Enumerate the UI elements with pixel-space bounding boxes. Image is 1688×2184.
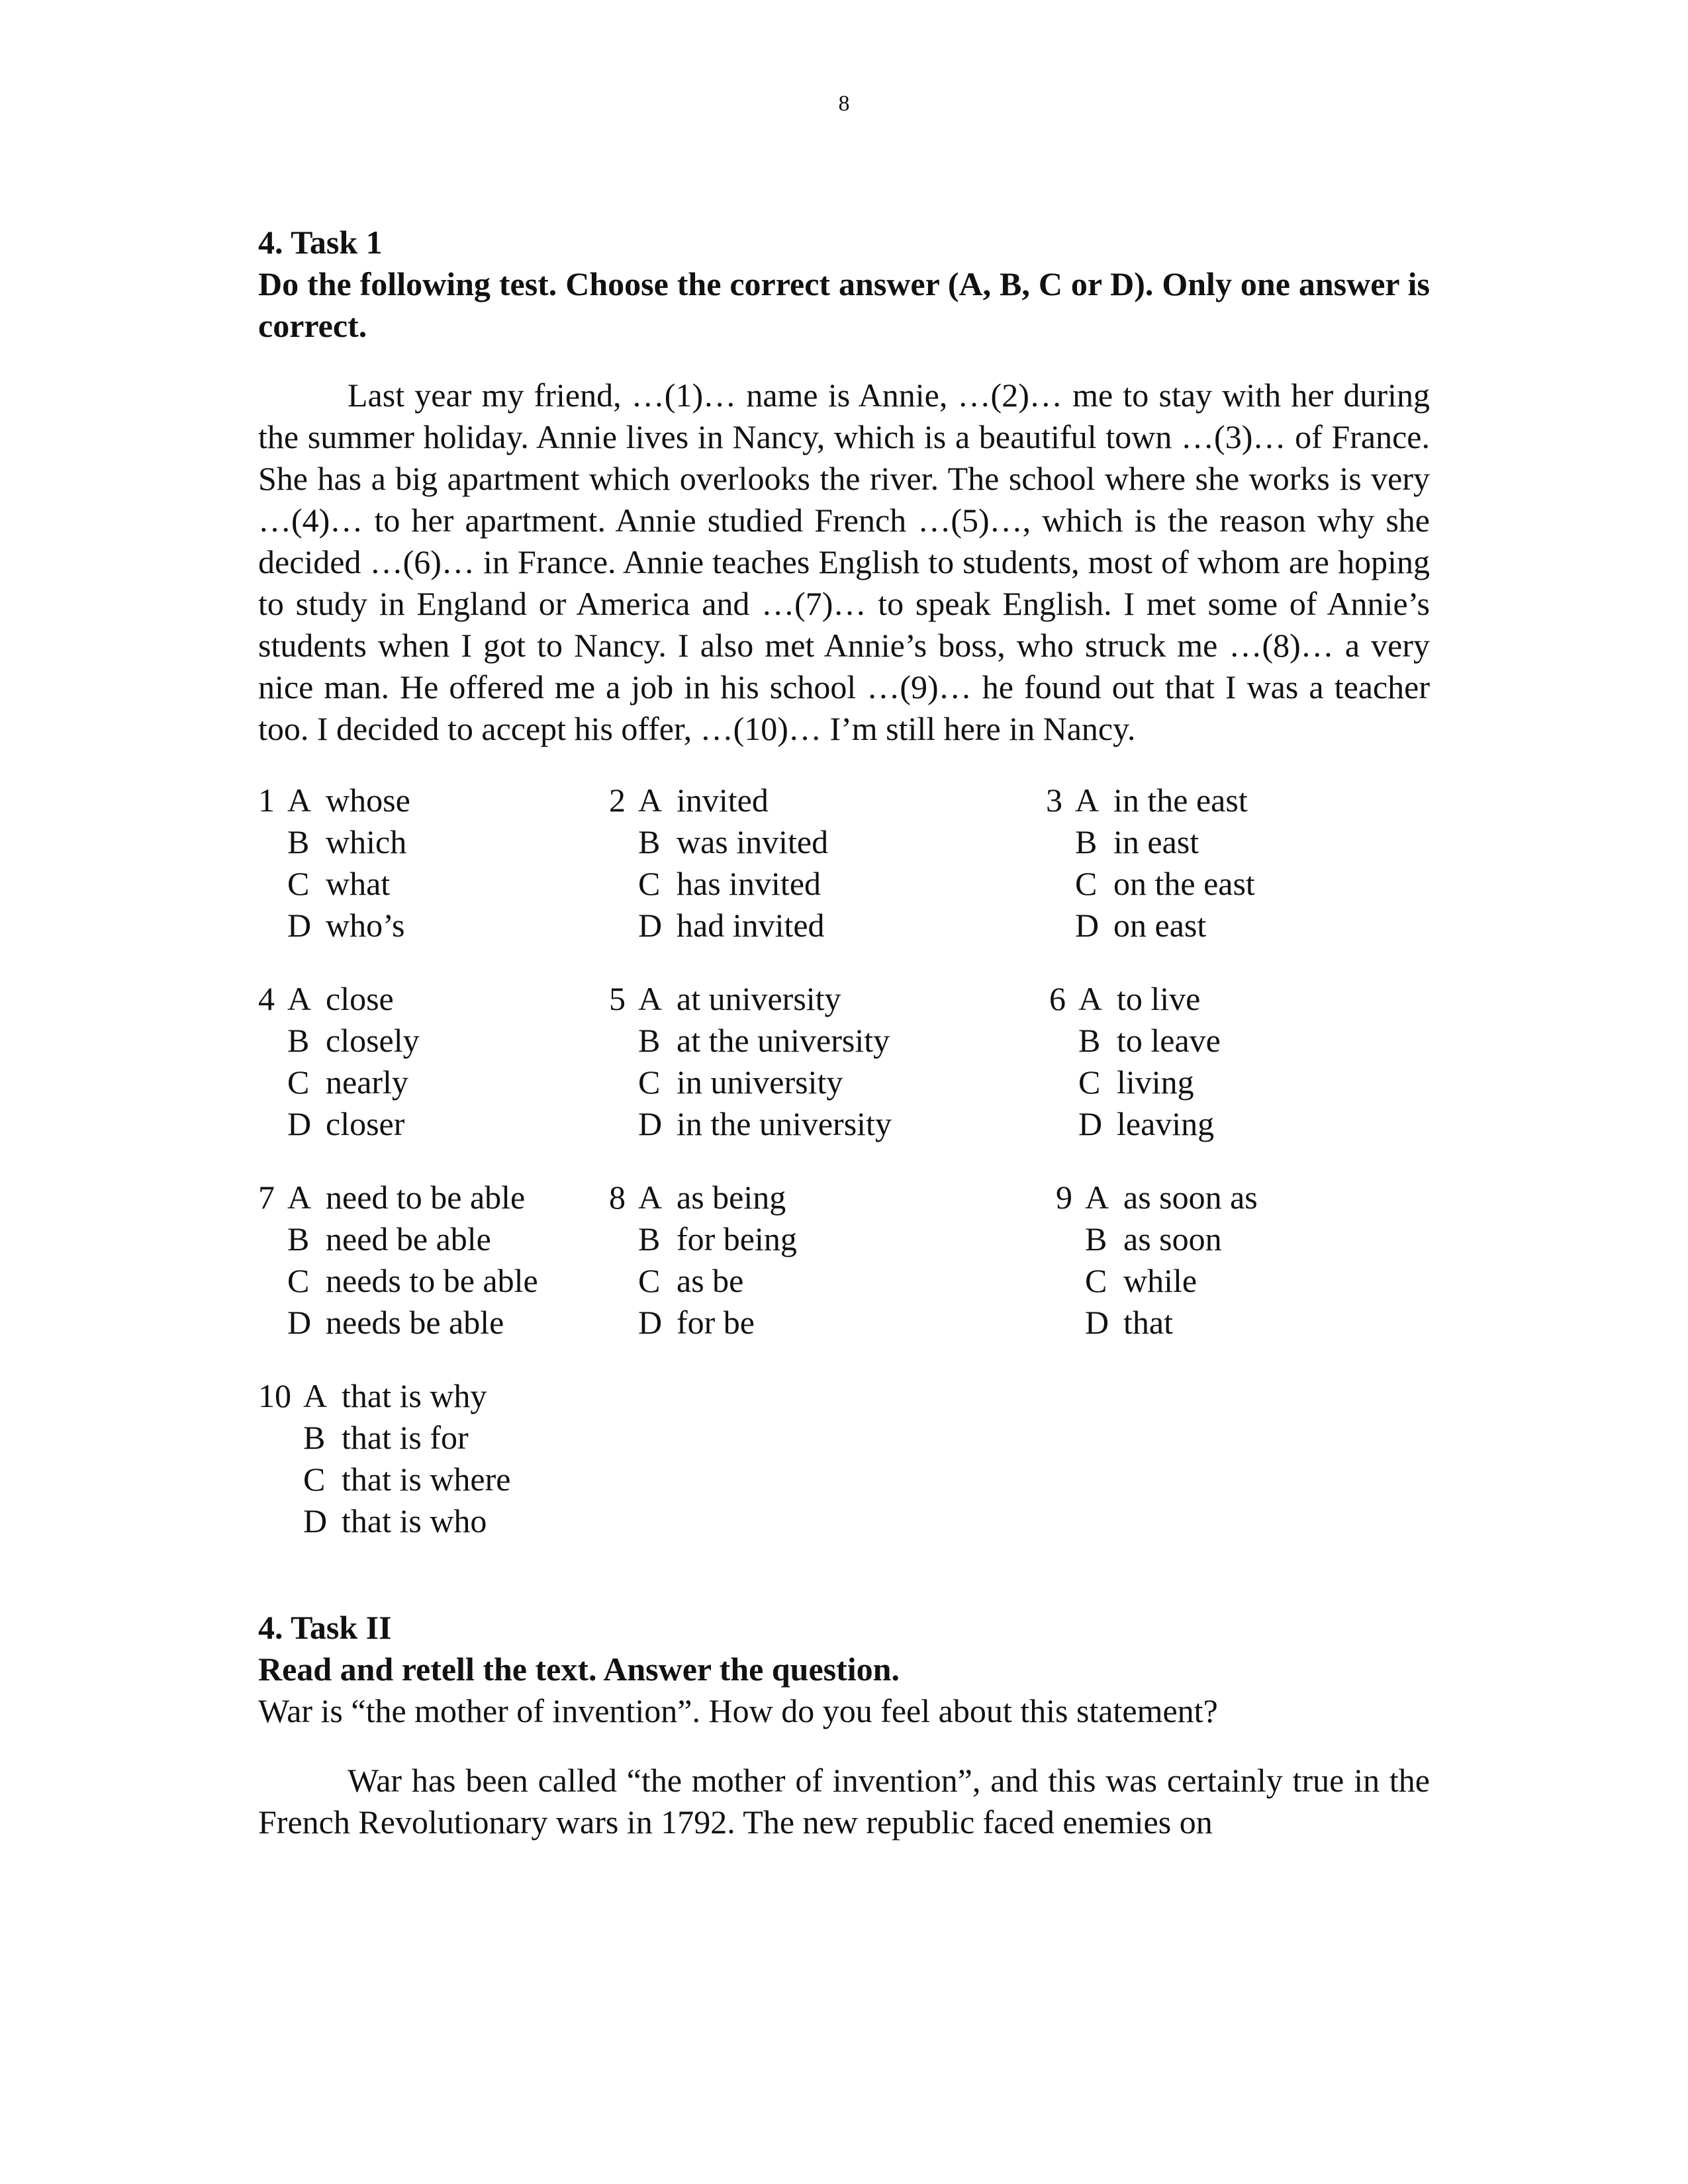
option-letter: D bbox=[287, 1304, 312, 1341]
question-number: 9 bbox=[1056, 1179, 1072, 1216]
task1-instruction: Do the following test. Choose the correct answer (A, B, C or D). Only one answer is correct. bbox=[258, 265, 1430, 344]
question-number: 5 bbox=[609, 980, 626, 1017]
option-letter: D bbox=[287, 1105, 312, 1142]
option-text: that is why bbox=[342, 1377, 487, 1414]
option-row bbox=[1056, 1177, 1258, 1218]
question-9 bbox=[1056, 1177, 1258, 1343]
option-text: who’s bbox=[326, 907, 405, 944]
question-3 bbox=[1046, 780, 1255, 946]
option-row bbox=[258, 1459, 510, 1500]
page-content bbox=[258, 222, 1430, 1843]
option-text: for being bbox=[677, 1220, 797, 1257]
task2-section bbox=[258, 1607, 1430, 1843]
option-row bbox=[1046, 780, 1255, 821]
option-row bbox=[609, 1062, 892, 1103]
option-text: on east bbox=[1113, 907, 1207, 944]
option-text: for be bbox=[677, 1304, 755, 1341]
option-row bbox=[1049, 1020, 1221, 1062]
option-row bbox=[258, 1218, 538, 1260]
option-letter: D bbox=[638, 1304, 663, 1341]
option-row bbox=[1056, 1260, 1258, 1302]
question-2 bbox=[609, 780, 828, 946]
option-row bbox=[609, 1302, 797, 1343]
option-row bbox=[609, 1218, 797, 1260]
option-letter: A bbox=[287, 782, 312, 819]
option-text: has invited bbox=[677, 865, 821, 902]
option-text: needs be able bbox=[326, 1304, 504, 1341]
option-text: as soon bbox=[1123, 1220, 1222, 1257]
question-5 bbox=[609, 978, 892, 1145]
option-text: close bbox=[326, 980, 394, 1017]
question-number: 10 bbox=[258, 1377, 291, 1414]
option-text: that is for bbox=[342, 1419, 469, 1456]
question-7 bbox=[258, 1177, 538, 1343]
option-text: as being bbox=[677, 1179, 786, 1216]
option-text: to live bbox=[1117, 980, 1201, 1017]
option-row bbox=[609, 780, 828, 821]
option-letter: B bbox=[1085, 1220, 1107, 1257]
question-number: 7 bbox=[258, 1179, 275, 1216]
option-row bbox=[1056, 1302, 1258, 1343]
option-row bbox=[258, 1500, 510, 1542]
option-letter: B bbox=[287, 1022, 310, 1059]
option-text: living bbox=[1117, 1064, 1194, 1101]
option-letter: D bbox=[1075, 907, 1100, 944]
option-row bbox=[1046, 905, 1255, 946]
option-letter: B bbox=[1075, 823, 1098, 860]
question-10 bbox=[258, 1375, 510, 1542]
option-text: leaving bbox=[1117, 1105, 1215, 1142]
option-letter: C bbox=[303, 1461, 326, 1498]
option-text: that is who bbox=[342, 1502, 487, 1539]
option-letter: C bbox=[1085, 1262, 1107, 1299]
option-row bbox=[258, 821, 410, 863]
question-6 bbox=[1049, 978, 1221, 1145]
option-row bbox=[609, 821, 828, 863]
question-number: 3 bbox=[1046, 782, 1062, 819]
option-row bbox=[609, 1260, 797, 1302]
option-text: whose bbox=[326, 782, 410, 819]
option-letter: B bbox=[638, 823, 661, 860]
option-row bbox=[258, 1302, 538, 1343]
option-text: in university bbox=[677, 1064, 843, 1101]
option-row bbox=[258, 1020, 420, 1062]
option-row bbox=[258, 1062, 420, 1103]
option-text: closely bbox=[326, 1022, 420, 1059]
option-text: in east bbox=[1113, 823, 1199, 860]
option-letter: D bbox=[638, 907, 663, 944]
option-text: needs to be able bbox=[326, 1262, 538, 1299]
option-letter: B bbox=[638, 1022, 661, 1059]
option-text: while bbox=[1123, 1262, 1197, 1299]
option-row bbox=[609, 1020, 892, 1062]
question-8 bbox=[609, 1177, 797, 1343]
question-number: 6 bbox=[1049, 980, 1066, 1017]
option-row bbox=[609, 863, 828, 905]
option-letter: A bbox=[287, 1179, 312, 1216]
option-letter: A bbox=[303, 1377, 328, 1414]
option-text: in the university bbox=[677, 1105, 892, 1142]
option-text: what bbox=[326, 865, 391, 902]
option-letter: C bbox=[1078, 1064, 1101, 1101]
option-letter: B bbox=[303, 1419, 326, 1456]
option-letter: A bbox=[1078, 980, 1103, 1017]
option-text: was invited bbox=[677, 823, 829, 860]
option-text: which bbox=[326, 823, 407, 860]
option-text: need be able bbox=[326, 1220, 491, 1257]
option-letter: B bbox=[287, 1220, 310, 1257]
option-row bbox=[258, 1177, 538, 1218]
task2-passage: War has been called “the mother of invention”, and this was certainly true in the French Revolutionary wars in 1792. The new republic faced enemies on bbox=[258, 1762, 1430, 1841]
option-letter: A bbox=[638, 1179, 663, 1216]
option-letter: A bbox=[638, 980, 663, 1017]
option-text: at university bbox=[677, 980, 841, 1017]
option-letter: C bbox=[1075, 865, 1098, 902]
option-row bbox=[258, 1375, 510, 1417]
question-1 bbox=[258, 780, 410, 946]
option-row bbox=[609, 1177, 797, 1218]
option-text: in the east bbox=[1113, 782, 1248, 819]
option-row bbox=[258, 905, 410, 946]
option-letter: B bbox=[287, 823, 310, 860]
option-letter: D bbox=[303, 1502, 328, 1539]
task1-passage: Last year my friend, …(1)… name is Annie, …(2)… me to stay with her during the summer holiday. Annie lives in Nancy, which is a beautiful town …(3)… of France. She has a big apartment which overlooks the river. The school where she works is very …(4)… to her apartment. Annie studied French …(5)…, which is the reason why she decided …(6)… in France. Annie teaches English to students, most of whom are hoping to study in England or America and …(7)… to speak English. I met some of Annie’s students when I got to Nancy. I also met Annie’s boss, who struck me …(8)… a very nice man. He offered me a job in his school …(9)… he found out that I was a teacher too. I decided to accept his offer, …(10)… I’m still here in Nancy. bbox=[258, 377, 1430, 747]
option-text: as be bbox=[677, 1262, 744, 1299]
task2-heading: 4. Task II bbox=[258, 1609, 392, 1646]
task2-question: War is “the mother of invention”. How do you feel about this statement? bbox=[258, 1692, 1218, 1729]
option-letter: C bbox=[638, 1262, 661, 1299]
option-text: as soon as bbox=[1123, 1179, 1258, 1216]
option-letter: D bbox=[638, 1105, 663, 1142]
option-row bbox=[609, 905, 828, 946]
question-number: 1 bbox=[258, 782, 275, 819]
option-letter: B bbox=[1078, 1022, 1101, 1059]
option-letter: A bbox=[287, 980, 312, 1017]
question-number: 4 bbox=[258, 980, 275, 1017]
option-row bbox=[258, 1260, 538, 1302]
option-text: that bbox=[1123, 1304, 1173, 1341]
option-text: on the east bbox=[1113, 865, 1255, 902]
option-letter: D bbox=[1078, 1105, 1103, 1142]
option-row bbox=[1049, 1103, 1221, 1145]
option-text: need to be able bbox=[326, 1179, 526, 1216]
option-letter: A bbox=[638, 782, 663, 819]
option-row bbox=[258, 978, 420, 1020]
option-row bbox=[609, 978, 892, 1020]
option-letter: A bbox=[1075, 782, 1100, 819]
option-row bbox=[1046, 863, 1255, 905]
option-row bbox=[258, 1103, 420, 1145]
option-letter: A bbox=[1085, 1179, 1109, 1216]
question-number: 2 bbox=[609, 782, 626, 819]
option-row bbox=[609, 1103, 892, 1145]
question-4 bbox=[258, 978, 420, 1145]
option-letter: D bbox=[287, 907, 312, 944]
option-letter: B bbox=[638, 1220, 661, 1257]
option-text: at the university bbox=[677, 1022, 890, 1059]
option-row bbox=[1049, 978, 1221, 1020]
option-row bbox=[1056, 1218, 1258, 1260]
option-row bbox=[258, 780, 410, 821]
option-letter: C bbox=[638, 865, 661, 902]
option-letter: C bbox=[638, 1064, 661, 1101]
question-number: 8 bbox=[609, 1179, 626, 1216]
task2-instruction: Read and retell the text. Answer the question. bbox=[258, 1651, 900, 1688]
option-row bbox=[1046, 821, 1255, 863]
option-text: nearly bbox=[326, 1064, 408, 1101]
option-row bbox=[258, 1417, 510, 1459]
option-row bbox=[1049, 1062, 1221, 1103]
option-letter: D bbox=[1085, 1304, 1109, 1341]
question-grid bbox=[258, 780, 1430, 1594]
page-number: 8 bbox=[838, 91, 850, 116]
option-text: had invited bbox=[677, 907, 825, 944]
option-letter: C bbox=[287, 1262, 310, 1299]
option-text: closer bbox=[326, 1105, 405, 1142]
option-text: to leave bbox=[1117, 1022, 1221, 1059]
task1-heading: 4. Task 1 bbox=[258, 224, 383, 261]
option-letter: C bbox=[287, 1064, 310, 1101]
option-letter: C bbox=[287, 865, 310, 902]
option-text: that is where bbox=[342, 1461, 511, 1498]
option-row bbox=[258, 863, 410, 905]
option-text: invited bbox=[677, 782, 769, 819]
